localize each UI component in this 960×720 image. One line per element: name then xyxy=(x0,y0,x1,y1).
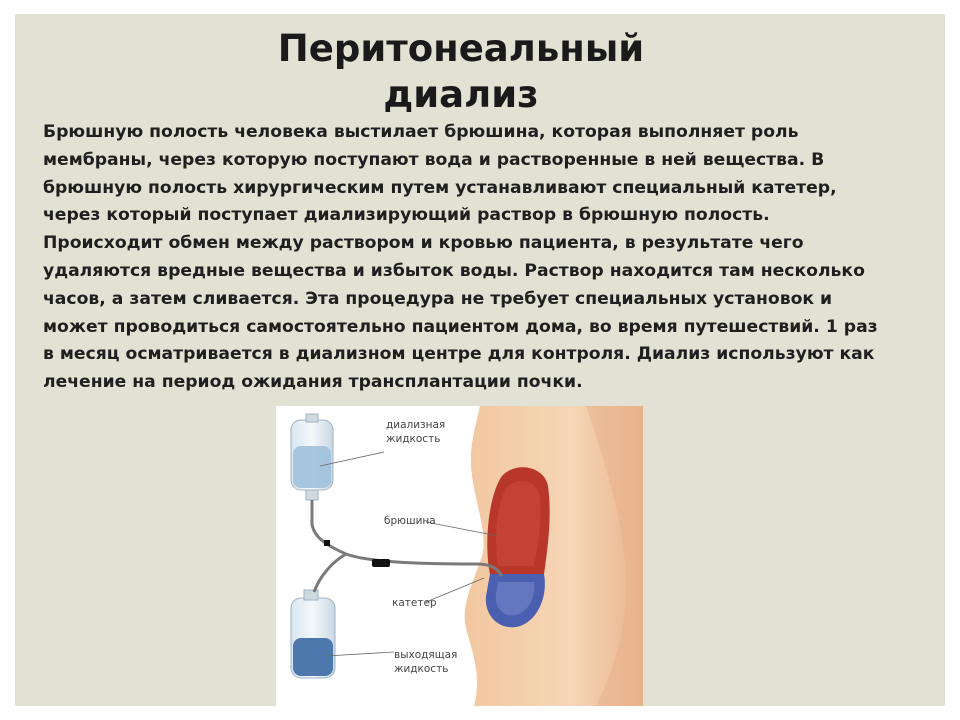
lower-bag xyxy=(291,590,335,678)
catheter-tube xyxy=(312,500,502,576)
dialysis-illustration xyxy=(276,406,643,706)
label-outgoing-fluid: выходящая xyxy=(394,649,458,661)
slide xyxy=(15,14,945,706)
upper-bag xyxy=(291,414,333,500)
body-paragraph: Брюшную полость человека выстилает брюшина, которая выполняет роль мембраны, через которую поступают вода и растворенные в ней вещества. В брюшную полость хирургическим путем устанавливают специальный катетер, через который поступает диализирующий раствор в брюшную полость. Происходит обмен между раствором и кровью пациента, в результате чего удаляются вредные вещества и избыток воды. Раствор находится там несколько часов, а затем сливается. Эта процедура не требует специальных установок и может проводиться самостоятельно пациентом дома, во время путешествий. 1 раз в месяц осматривается в диализном центре для контроля. Диализ используют как лечение на период ожидания трансплантации почки. xyxy=(43,122,878,393)
label-peritoneum: брюшина xyxy=(384,515,436,527)
label-catheter: катетер xyxy=(392,597,437,609)
title-line-2: диализ xyxy=(383,73,539,116)
label-dialysis-fluid-2: жидкость xyxy=(386,433,441,445)
label-outgoing-fluid-2: жидкость xyxy=(394,663,449,675)
slide-title xyxy=(15,20,907,124)
label-dialysis-fluid: диализная xyxy=(386,419,446,431)
title-line-1: Перитонеальный xyxy=(277,27,645,70)
dialysis-diagram xyxy=(276,406,643,706)
